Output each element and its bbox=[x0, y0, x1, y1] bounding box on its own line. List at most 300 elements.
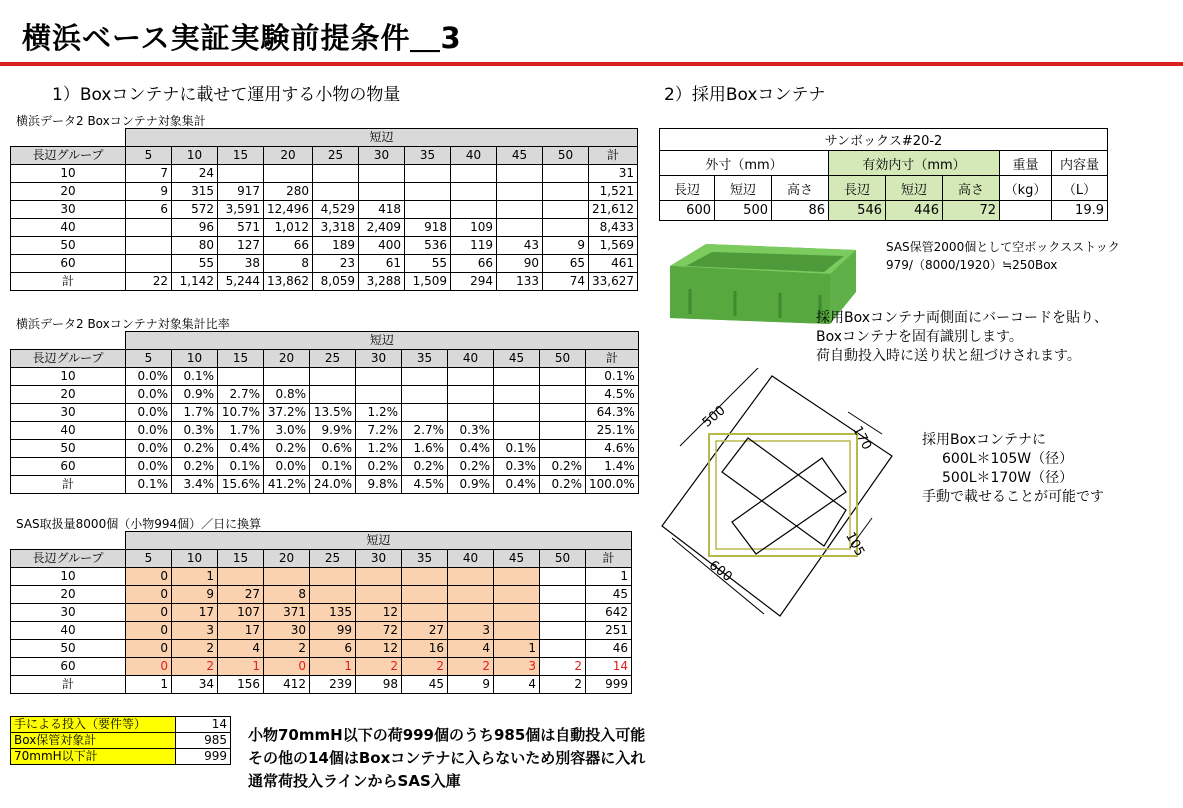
table-cell bbox=[540, 368, 586, 386]
stock-note-line: 979/（8000/1920）≒250Box bbox=[886, 258, 1058, 272]
table-cell bbox=[540, 622, 586, 640]
table-cell bbox=[264, 165, 313, 183]
table-cell bbox=[448, 404, 494, 422]
grid-top-header-row bbox=[11, 332, 639, 350]
table-row bbox=[11, 201, 638, 219]
table-cell: 17 bbox=[218, 622, 264, 640]
table-cell: 0.3% bbox=[172, 422, 218, 440]
row-label: 20 bbox=[11, 183, 126, 201]
summary-value: 14 bbox=[176, 717, 231, 733]
container-inner-outline bbox=[716, 441, 850, 549]
title-rule bbox=[0, 62, 1183, 66]
column-header: 40 bbox=[448, 350, 494, 368]
table-cell: 2 bbox=[402, 658, 448, 676]
table-cell: 3.4% bbox=[172, 476, 218, 494]
table-cell: 1 bbox=[126, 676, 172, 694]
column-header: 5 bbox=[126, 147, 172, 165]
grid-column-header-row bbox=[11, 350, 639, 368]
item-600x105 bbox=[722, 438, 846, 546]
table-cell: 9 bbox=[543, 237, 589, 255]
bottom-note-line: 小物70mmH以下の荷999個のうち985個は自動投入可能 bbox=[248, 726, 646, 744]
table-cell bbox=[451, 201, 497, 219]
column-header: 10 bbox=[172, 350, 218, 368]
dim-170-label: 170 bbox=[849, 423, 875, 453]
table-row bbox=[11, 658, 632, 676]
table-cell bbox=[218, 368, 264, 386]
table-cell: 2.7% bbox=[402, 422, 448, 440]
table-row bbox=[11, 386, 639, 404]
table-cell: 30 bbox=[264, 622, 310, 640]
table-cell: 45 bbox=[586, 586, 632, 604]
table-cell: 571 bbox=[218, 219, 264, 237]
table-cell bbox=[494, 368, 540, 386]
table-cell: 96 bbox=[172, 219, 218, 237]
table-cell: 0 bbox=[126, 604, 172, 622]
table-cell bbox=[494, 622, 540, 640]
table-cell bbox=[497, 201, 543, 219]
table-cell: 2.7% bbox=[218, 386, 264, 404]
column-header: 25 bbox=[313, 147, 359, 165]
table-cell: 7 bbox=[126, 165, 172, 183]
column-header: 計 bbox=[589, 147, 638, 165]
barcode-note-line: 荷自動投入時に送り状と紐づけされます。 bbox=[816, 348, 1081, 364]
table-cell: 8,059 bbox=[313, 273, 359, 291]
table-cell bbox=[402, 368, 448, 386]
table3-caption: SAS取扱量8000個（小物994個）／日に換算 bbox=[16, 517, 262, 531]
table-cell: 0.0% bbox=[126, 422, 172, 440]
bottom-note-line: その他の14個はBoxコンテナに入らないため別容器に入れ bbox=[248, 749, 646, 767]
capability-note bbox=[922, 431, 1104, 507]
table-cell: 0 bbox=[126, 568, 172, 586]
capacity-value: 19.9 bbox=[1052, 201, 1108, 221]
table-cell: 2 bbox=[540, 658, 586, 676]
table-cell: 23 bbox=[313, 255, 359, 273]
table-cell: 65 bbox=[543, 255, 589, 273]
column-header: 40 bbox=[451, 147, 497, 165]
row-label: 計 bbox=[11, 676, 126, 694]
column-header: 30 bbox=[359, 147, 405, 165]
table-cell: 9 bbox=[172, 586, 218, 604]
table-cell: 0.4% bbox=[218, 440, 264, 458]
table-cell bbox=[359, 183, 405, 201]
column-header: 50 bbox=[543, 147, 589, 165]
volume-count-table bbox=[10, 128, 638, 291]
group-header: 長辺グループ bbox=[11, 350, 126, 368]
table-cell: 24.0% bbox=[310, 476, 356, 494]
table-cell: 119 bbox=[451, 237, 497, 255]
table-cell: 0.1% bbox=[586, 368, 639, 386]
grid-column-header-row bbox=[11, 147, 638, 165]
summary-label: Box保管対象計 bbox=[11, 733, 176, 749]
row-label: 30 bbox=[11, 604, 126, 622]
table-cell: 21,612 bbox=[589, 201, 638, 219]
container-spec-table bbox=[659, 128, 1108, 221]
table-cell: 4 bbox=[218, 640, 264, 658]
weight-header: 重量 bbox=[1000, 151, 1052, 176]
row-label: 60 bbox=[11, 458, 126, 476]
capability-note-line: 採用Boxコンテナに bbox=[922, 432, 1047, 448]
row-label: 計 bbox=[11, 273, 126, 291]
table-cell: 0.1% bbox=[126, 476, 172, 494]
table-cell bbox=[540, 386, 586, 404]
table-row bbox=[11, 273, 638, 291]
table-row bbox=[11, 476, 639, 494]
summary-row bbox=[11, 717, 231, 733]
table-cell: 2 bbox=[540, 676, 586, 694]
table-cell: 536 bbox=[405, 237, 451, 255]
table-cell bbox=[402, 386, 448, 404]
table-cell: 1,142 bbox=[172, 273, 218, 291]
table-cell: 0 bbox=[126, 658, 172, 676]
table-cell bbox=[494, 404, 540, 422]
table-cell bbox=[405, 165, 451, 183]
table-row bbox=[11, 165, 638, 183]
table-cell bbox=[310, 586, 356, 604]
table-cell: 31 bbox=[589, 165, 638, 183]
table-cell: 917 bbox=[218, 183, 264, 201]
table-cell: 1.6% bbox=[402, 440, 448, 458]
table-cell bbox=[405, 201, 451, 219]
table-cell: 999 bbox=[586, 676, 632, 694]
table-cell bbox=[451, 183, 497, 201]
table-cell: 10.7% bbox=[218, 404, 264, 422]
bottom-note bbox=[248, 724, 645, 793]
table-cell: 133 bbox=[497, 273, 543, 291]
summary-table bbox=[10, 716, 231, 765]
table-cell bbox=[540, 640, 586, 658]
inner-height-value: 72 bbox=[943, 201, 1000, 221]
grid-column-header-row bbox=[11, 550, 632, 568]
table-cell: 251 bbox=[586, 622, 632, 640]
table-row bbox=[11, 368, 639, 386]
table-cell: 189 bbox=[313, 237, 359, 255]
short-side-header: 短辺 bbox=[126, 129, 638, 147]
table-cell: 6 bbox=[310, 640, 356, 658]
inner-long-header: 長辺 bbox=[829, 176, 886, 201]
table-cell: 0.0% bbox=[264, 458, 310, 476]
table-cell bbox=[494, 386, 540, 404]
table-cell: 572 bbox=[172, 201, 218, 219]
table-cell: 0.2% bbox=[356, 458, 402, 476]
table-cell: 1 bbox=[172, 568, 218, 586]
table-cell bbox=[451, 165, 497, 183]
table-cell: 2 bbox=[356, 658, 402, 676]
table-cell: 1,012 bbox=[264, 219, 313, 237]
inner-short-value: 446 bbox=[886, 201, 943, 221]
table-cell: 400 bbox=[359, 237, 405, 255]
table-cell: 0.4% bbox=[494, 476, 540, 494]
table2-caption: 横浜データ2 Boxコンテナ対象集計比率 bbox=[16, 317, 230, 331]
table-cell: 0 bbox=[126, 586, 172, 604]
table-cell: 239 bbox=[310, 676, 356, 694]
table-cell bbox=[540, 404, 586, 422]
row-label: 60 bbox=[11, 658, 126, 676]
table-cell bbox=[313, 165, 359, 183]
short-side-header: 短辺 bbox=[126, 532, 632, 550]
barcode-note bbox=[816, 309, 1108, 366]
table-cell: 8,433 bbox=[589, 219, 638, 237]
table-cell: 0.0% bbox=[126, 458, 172, 476]
table-cell: 1 bbox=[586, 568, 632, 586]
row-label: 60 bbox=[11, 255, 126, 273]
table-cell: 74 bbox=[543, 273, 589, 291]
table-cell: 5,244 bbox=[218, 273, 264, 291]
table-row bbox=[11, 586, 632, 604]
table-cell: 418 bbox=[359, 201, 405, 219]
table-cell: 46 bbox=[586, 640, 632, 658]
capacity-unit: （L） bbox=[1052, 176, 1108, 201]
inner-short-header: 短辺 bbox=[886, 176, 943, 201]
container-front bbox=[670, 266, 830, 324]
barcode-note-line: 採用Boxコンテナ両側面にバーコードを貼り、 bbox=[816, 310, 1109, 326]
grid-top-header-row bbox=[11, 532, 632, 550]
column-header: 25 bbox=[310, 350, 356, 368]
table-cell: 90 bbox=[497, 255, 543, 273]
table-cell: 0.1% bbox=[494, 440, 540, 458]
table-cell: 0.1% bbox=[218, 458, 264, 476]
table-cell: 14 bbox=[586, 658, 632, 676]
table-cell: 0.1% bbox=[172, 368, 218, 386]
table-row bbox=[11, 237, 638, 255]
table-cell: 4 bbox=[494, 676, 540, 694]
table-cell: 17 bbox=[172, 604, 218, 622]
table-cell bbox=[543, 201, 589, 219]
capability-note-line: 600L＊105W（径） bbox=[942, 451, 1074, 467]
table-cell: 156 bbox=[218, 676, 264, 694]
table-cell bbox=[356, 568, 402, 586]
column-header: 50 bbox=[540, 350, 586, 368]
table-cell: 55 bbox=[405, 255, 451, 273]
table-cell: 38 bbox=[218, 255, 264, 273]
group-header: 長辺グループ bbox=[11, 147, 126, 165]
table-cell bbox=[310, 386, 356, 404]
row-label: 20 bbox=[11, 386, 126, 404]
table-cell: 371 bbox=[264, 604, 310, 622]
table-cell bbox=[540, 586, 586, 604]
row-label: 20 bbox=[11, 586, 126, 604]
table-cell bbox=[264, 568, 310, 586]
table-cell: 1 bbox=[218, 658, 264, 676]
table-cell: 9 bbox=[448, 676, 494, 694]
table-cell: 13,862 bbox=[264, 273, 313, 291]
table-cell: 3 bbox=[448, 622, 494, 640]
table-cell: 61 bbox=[359, 255, 405, 273]
table-cell: 0.6% bbox=[310, 440, 356, 458]
table-cell bbox=[540, 604, 586, 622]
stock-note-line: SAS保管2000個として空ボックスストック bbox=[886, 240, 1120, 254]
table-cell: 27 bbox=[218, 586, 264, 604]
table-cell: 135 bbox=[310, 604, 356, 622]
bottom-note-line: 通常荷投入ラインからSAS入庫 bbox=[248, 772, 461, 790]
table-cell bbox=[402, 404, 448, 422]
table-cell: 3 bbox=[494, 658, 540, 676]
table-cell: 2 bbox=[448, 658, 494, 676]
table-row bbox=[11, 604, 632, 622]
table1-caption: 横浜データ2 Boxコンテナ対象集計 bbox=[16, 114, 206, 128]
short-side-header: 短辺 bbox=[126, 332, 639, 350]
table-cell: 1.7% bbox=[172, 404, 218, 422]
table-cell: 25.1% bbox=[586, 422, 639, 440]
inner-height-header: 高さ bbox=[943, 176, 1000, 201]
table-cell: 34 bbox=[172, 676, 218, 694]
table-cell: 0.2% bbox=[172, 440, 218, 458]
table-cell: 4 bbox=[448, 640, 494, 658]
item-500x170 bbox=[732, 458, 846, 554]
table-cell: 8 bbox=[264, 255, 313, 273]
table-cell: 13.5% bbox=[310, 404, 356, 422]
capability-note-line: 手動で載せることが可能です bbox=[922, 489, 1104, 505]
table-cell bbox=[264, 368, 310, 386]
table-cell: 27 bbox=[402, 622, 448, 640]
row-label: 40 bbox=[11, 622, 126, 640]
table-cell bbox=[218, 568, 264, 586]
table-cell bbox=[402, 586, 448, 604]
table-cell: 1.2% bbox=[356, 440, 402, 458]
stock-note bbox=[886, 238, 1120, 274]
table-cell: 1.7% bbox=[218, 422, 264, 440]
daily-volume-table bbox=[10, 531, 632, 694]
table-cell: 0.9% bbox=[172, 386, 218, 404]
table-cell: 2,409 bbox=[359, 219, 405, 237]
table-cell bbox=[448, 568, 494, 586]
capacity-header: 内容量 bbox=[1052, 151, 1108, 176]
fit-diagram bbox=[660, 368, 900, 626]
column-header: 30 bbox=[356, 550, 402, 568]
capability-note-line: 500L＊170W（径） bbox=[942, 470, 1074, 486]
table-cell: 41.2% bbox=[264, 476, 310, 494]
table-cell: 0.0% bbox=[126, 404, 172, 422]
table-cell: 43 bbox=[497, 237, 543, 255]
table-cell: 0.3% bbox=[448, 422, 494, 440]
table-cell bbox=[126, 237, 172, 255]
table-cell bbox=[402, 604, 448, 622]
table-cell: 4.5% bbox=[586, 386, 639, 404]
table-cell: 0.0% bbox=[126, 368, 172, 386]
table-cell: 72 bbox=[356, 622, 402, 640]
table-cell bbox=[356, 368, 402, 386]
outer-short-header: 短辺 bbox=[715, 176, 772, 201]
table-cell: 0.4% bbox=[448, 440, 494, 458]
column-header: 20 bbox=[264, 350, 310, 368]
column-header: 5 bbox=[126, 350, 172, 368]
table-cell bbox=[448, 604, 494, 622]
table-cell: 107 bbox=[218, 604, 264, 622]
table-cell: 1 bbox=[310, 658, 356, 676]
summary-row bbox=[11, 749, 231, 765]
table-cell: 55 bbox=[172, 255, 218, 273]
table-cell: 100.0% bbox=[586, 476, 639, 494]
section-heading-volume: 1）Boxコンテナに載せて運用する小物の物量 bbox=[52, 85, 401, 105]
table-cell: 98 bbox=[356, 676, 402, 694]
row-label: 30 bbox=[11, 201, 126, 219]
table-cell bbox=[405, 183, 451, 201]
outer-short-value: 500 bbox=[715, 201, 772, 221]
table-cell bbox=[356, 386, 402, 404]
barcode-note-line: Boxコンテナを固有識別します。 bbox=[816, 329, 1023, 345]
table-cell bbox=[448, 386, 494, 404]
column-header: 計 bbox=[586, 350, 639, 368]
table-cell bbox=[494, 604, 540, 622]
column-header: 15 bbox=[218, 147, 264, 165]
table-cell bbox=[310, 368, 356, 386]
table-cell: 3,318 bbox=[313, 219, 359, 237]
table-cell: 33,627 bbox=[589, 273, 638, 291]
section-heading-container: 2）採用Boxコンテナ bbox=[664, 85, 826, 105]
table-cell: 0.2% bbox=[540, 476, 586, 494]
column-header: 計 bbox=[586, 550, 632, 568]
column-header: 35 bbox=[402, 350, 448, 368]
table-cell bbox=[494, 568, 540, 586]
row-label: 50 bbox=[11, 237, 126, 255]
table-row bbox=[11, 404, 639, 422]
container-name: サンボックス#20-2 bbox=[660, 129, 1108, 151]
table-cell bbox=[126, 219, 172, 237]
table-row bbox=[11, 640, 632, 658]
row-label: 10 bbox=[11, 368, 126, 386]
table-cell: 15.6% bbox=[218, 476, 264, 494]
outer-dim-header: 外寸（mm） bbox=[660, 151, 829, 176]
group-header: 長辺グループ bbox=[11, 550, 126, 568]
row-label: 50 bbox=[11, 640, 126, 658]
table-cell: 12 bbox=[356, 640, 402, 658]
table-cell: 0.2% bbox=[448, 458, 494, 476]
table-cell: 7.2% bbox=[356, 422, 402, 440]
table-cell: 0.2% bbox=[172, 458, 218, 476]
column-header: 35 bbox=[405, 147, 451, 165]
table-cell: 4.5% bbox=[402, 476, 448, 494]
table-cell bbox=[402, 568, 448, 586]
inner-long-value: 546 bbox=[829, 201, 886, 221]
table-cell bbox=[497, 165, 543, 183]
column-header: 35 bbox=[402, 550, 448, 568]
table-cell bbox=[543, 183, 589, 201]
table-cell bbox=[494, 422, 540, 440]
table-row bbox=[11, 219, 638, 237]
table-cell bbox=[313, 183, 359, 201]
table-cell: 0.2% bbox=[402, 458, 448, 476]
row-label: 40 bbox=[11, 422, 126, 440]
table-cell: 642 bbox=[586, 604, 632, 622]
table-cell: 9.9% bbox=[310, 422, 356, 440]
table-cell: 461 bbox=[589, 255, 638, 273]
column-header: 45 bbox=[494, 550, 540, 568]
column-header: 25 bbox=[310, 550, 356, 568]
table-cell: 66 bbox=[264, 237, 313, 255]
column-header: 45 bbox=[497, 147, 543, 165]
table-cell: 6 bbox=[126, 201, 172, 219]
table-cell: 315 bbox=[172, 183, 218, 201]
table-cell: 80 bbox=[172, 237, 218, 255]
dim-105-label: 105 bbox=[842, 529, 868, 559]
table-cell: 0 bbox=[126, 640, 172, 658]
table-cell: 1.4% bbox=[586, 458, 639, 476]
column-header: 20 bbox=[264, 550, 310, 568]
table-cell: 64.3% bbox=[586, 404, 639, 422]
table-cell bbox=[359, 165, 405, 183]
summary-label: 70mmH以下計 bbox=[11, 749, 176, 765]
table-cell: 2 bbox=[172, 658, 218, 676]
table-cell bbox=[448, 368, 494, 386]
table-cell: 412 bbox=[264, 676, 310, 694]
column-header: 15 bbox=[218, 550, 264, 568]
column-header: 45 bbox=[494, 350, 540, 368]
table-cell: 3,288 bbox=[359, 273, 405, 291]
table-cell: 1.2% bbox=[356, 404, 402, 422]
table-cell: 1,509 bbox=[405, 273, 451, 291]
table-cell: 3,591 bbox=[218, 201, 264, 219]
table-cell: 0.2% bbox=[540, 458, 586, 476]
table-cell: 99 bbox=[310, 622, 356, 640]
